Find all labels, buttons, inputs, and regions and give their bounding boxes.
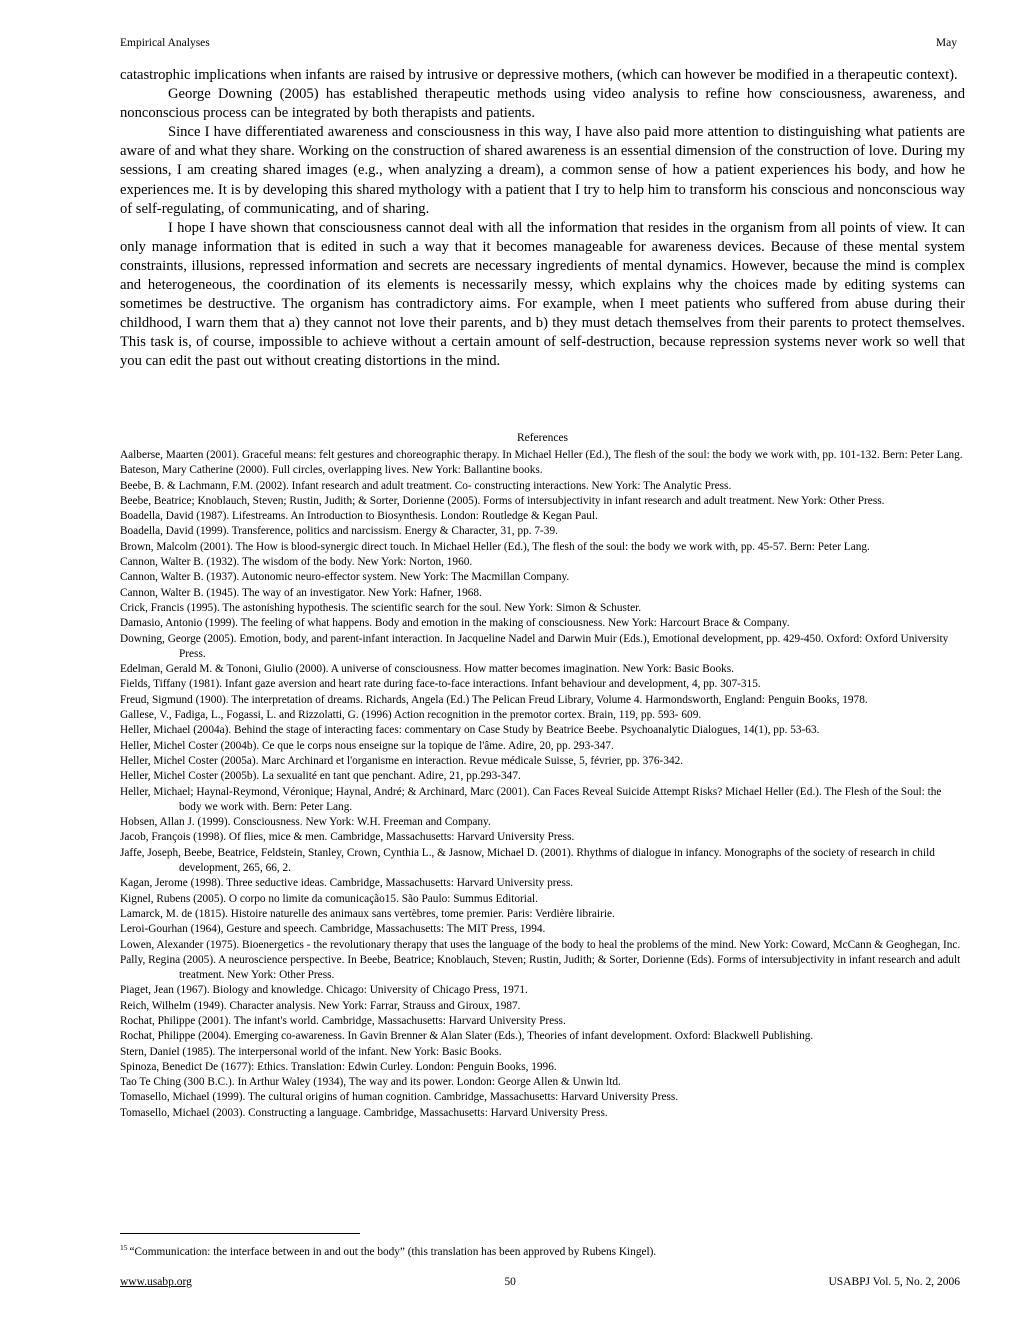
reference-item: Lamarck, M. de (1815). Histoire naturelle des animaux sans vertèbres, tome premier. Paris: Verdière librairie. (120, 907, 615, 920)
footnote-divider (120, 1233, 360, 1234)
reference-item: Lowen, Alexander (1975). Bioenergetics - the revolutionary therapy that uses the language of the body to heal the problems of the mind. New York: Coward, McCann & Geoghegan, Inc. (120, 938, 961, 951)
running-header-section: Empirical Analyses (120, 37, 210, 49)
body-paragraph: George Downing (2005) has established therapeutic methods using video analysis to refine how consciousness, awareness, and nonconscious process can be integrated by both therapists and patients. (120, 86, 965, 122)
reference-item: Edelman, Gerald M. & Tononi, Giulio (2000). A universe of consciousness. How matter becomes imagination. New York: Basic Books. (120, 663, 734, 676)
reference-item: Rochat, Philippe (2004). Emerging co-awareness. In Gavin Brenner & Alan Slater (Eds.), Theories of infant development. Oxford: Blackwell Publishing. (120, 1030, 814, 1043)
reference-item: Fields, Tiffany (1981). Infant gaze aversion and heart rate during face-to-face interactions. Infant behaviour and development, 4, pp. 307-315. (120, 678, 761, 691)
reference-item: Beebe, Beatrice; Knoblauch, Steven; Rustin, Judith; & Sorter, Dorienne (2005). Forms of intersubjectivity in infant research and adult treatment. New York: Other Press. (120, 494, 885, 507)
running-header (120, 37, 957, 49)
reference-item: Downing, George (2005). Emotion, body, and parent-infant interaction. In Jacqueline Nadel and Darwin Muir (Eds.), Emotional development, pp. 429-450. Oxford: Oxford University Press. (120, 632, 949, 660)
reference-item: Kagan, Jerome (1998). Three seductive ideas. Cambridge, Massachusetts: Harvard University press. (120, 877, 574, 890)
reference-item: Piaget, Jean (1967). Biology and knowledge. Chicago: University of Chicago Press, 1971. (120, 984, 528, 997)
reference-item: Tomasello, Michael (1999). The cultural origins of human cognition. Cambridge, Massachusetts: Harvard University Press. (120, 1091, 679, 1104)
reference-item: Heller, Michel Coster (2005b). La sexualité en tant que penchant. Adire, 21, pp.293-347. (120, 770, 521, 783)
reference-item: Gallese, V., Fadiga, L., Fogassi, L. and Rizzolatti, G. (1996) Action recognition in the premotor cortex. Brain, 119, pp. 593- 609. (120, 709, 702, 722)
body-text (120, 66, 965, 372)
body-paragraph: Since I have differentiated awareness and consciousness in this way, I have also paid more attention to distinguishing what patients are aware of and what they share. Working on the construction of shared awareness is an essential dimension of the construction of love. During my sessions, I am creating shared images (e.g., when analyzing a dream), a common sense of how a patient experiences his body, and how he experiences me. It is by developing this shared mythology with a patient that I try to help him to transform his conscious and nonconscious way of self-regulating, of communicating, and of sharing. (120, 124, 965, 217)
reference-item: Bateson, Mary Catherine (2000). Full circles, overlapping lives. New York: Ballantine books. (120, 464, 543, 477)
page-number: 50 (504, 1276, 516, 1288)
reference-item: Hobsen, Allan J. (1999). Consciousness. New York: W.H. Freeman and Company. (120, 816, 491, 829)
reference-item: Tomasello, Michael (2003). Constructing a language. Cambridge, Massachusetts: Harvard University Press. (120, 1106, 608, 1119)
reference-item: Cannon, Walter B. (1937). Autonomic neuro-effector system. New York: The Macmillan Company. (120, 571, 570, 584)
body-paragraph: catastrophic implications when infants are raised by intrusive or depressive mothers, (which can however be modified in a therapeutic context). (120, 67, 958, 83)
reference-item: Boadella, David (1987). Lifestreams. An Introduction to Biosynthesis. London: Routledge & Kegan Paul. (120, 510, 598, 523)
reference-item: Cannon, Walter B. (1945). The way of an investigator. New York: Hafner, 1968. (120, 586, 482, 599)
reference-item: Tao Te Ching (300 B.C.). In Arthur Waley (1934), The way and its power. London: George Allen & Unwin ltd. (120, 1076, 621, 1089)
reference-item: Cannon, Walter B. (1932). The wisdom of the body. New York: Norton, 1960. (120, 556, 473, 569)
reference-item: Stern, Daniel (1985). The interpersonal world of the infant. New York: Basic Books. (120, 1045, 502, 1058)
reference-item: Heller, Michael (2004a). Behind the stage of interacting faces: commentary on Case Study by Beatrice Beebe. Psychoanalytic Dialogues, 14(1), pp. 53-63. (120, 724, 820, 737)
reference-item: Pally, Regina (2005). A neuroscience perspective. In Beebe, Beatrice; Knoblauch, Steven; Rustin, Judith; & Sorter, Dorienne (Eds). Forms of intersubjectivity in infant research and adult treatment. New York: Other Press. (120, 953, 961, 982)
footnote-number: 15 (120, 1243, 128, 1252)
website-link[interactable]: www.usabp.org (120, 1276, 192, 1288)
reference-item: Jaffe, Joseph, Beebe, Beatrice, Feldstein, Stanley, Crown, Cynthia L., & Jasnow, Michael D. (2001). Rhythms of dialogue in infancy. Monographs of the society of research in child development, 265, 66, 2. (120, 846, 935, 875)
reference-item: Leroi-Gourhan (1964), Gesture and speech. Cambridge, Massachusetts: The MIT Press, 1994. (120, 923, 546, 936)
reference-item: Reich, Wilhelm (1949). Character analysis. New York: Farrar, Strauss and Giroux, 1987. (120, 999, 521, 1012)
reference-item: Boadella, David (1999). Transference, politics and narcissism. Energy & Character, 31, pp. 7-39. (120, 525, 558, 538)
reference-list (120, 448, 965, 1121)
body-paragraph: I hope I have shown that consciousness cannot deal with all the information that resides in the organism from all points of view. It can only manage information that is edited in such a way that it becomes manageable for awareness devices. Because of these mental system constraints, illusions, repressed information and secrets are necessary ingredients of mental dynamics. However, because the mind is complex and heterogeneous, the coordination of its elements is necessarily messy, which explains why the choices made by editing systems can sometimes be destructive. The organism has contradictory aims. For example, when I meet patients who suffered from abuse during their childhood, I warn them that a) they cannot not love their parents, and b) they must detach themselves from their parents to protect themselves. This task is, of course, impossible to achieve without a certain amount of self-destruction, because repression systems never work so well that you can edit the past out without creating distortions in the mind. (120, 219, 965, 370)
running-header-month: May (935, 37, 957, 49)
reference-item: Heller, Michel Coster (2005a). Marc Archinard et l'organisme en interaction. Revue médicale Suisse, 5, février, pp. 376-342. (120, 754, 684, 767)
reference-item: Beebe, B. & Lachmann, F.M. (2002). Infant research and adult treatment. Co- constructing interactions. New York: The Analytic Press. (120, 479, 732, 492)
reference-item: Crick, Francis (1995). The astonishing hypothesis. The scientific search for the soul. New York: Simon & Schuster. (120, 601, 642, 614)
reference-item: Freud, Sigmund (1900). The interpretation of dreams. Richards, Angela (Ed.) The Pelican Freud Library, Volume 4. Harmondsworth, England: Penguin Books, 1978. (120, 693, 868, 706)
reference-item: Brown, Malcolm (2001). The How is blood-synergic direct touch. In Michael Heller (Ed.), The flesh of the soul: the body we work with, pp. 45-57. Bern: Peter Lang. (120, 540, 870, 553)
page-footer (120, 1276, 960, 1288)
references-heading: References (516, 432, 569, 444)
reference-item: Spinoza, Benedict De (1677): Ethics. Translation: Edwin Curley. London: Penguin Books, 1996. (120, 1060, 557, 1073)
reference-item: Jacob, François (1998). Of flies, mice & men. Cambridge, Massachusetts: Harvard University Press. (120, 831, 575, 844)
reference-item: Aalberse, Maarten (2001). Graceful means: felt gestures and choreographic therapy. In Michael Heller (Ed.), The flesh of the soul: the body we work with, pp. 101-132. Bern: Peter Lang. (120, 449, 963, 461)
reference-item: Damasio, Antonio (1999). The feeling of what happens. Body and emotion in the making of consciousness. New York: Harcourt Brace & Company. (120, 617, 790, 630)
footnote (120, 1243, 965, 1258)
reference-item: Kignel, Rubens (2005). O corpo no limite da comunicação15. São Paulo: Summus Editorial. (120, 892, 538, 905)
reference-item: Heller, Michael; Haynal-Reymond, Véronique; Haynal, André; & Archinard, Marc (2001). Can Faces Reveal Suicide Attempt Risks? Michael Heller (Ed.). The Flesh of the Soul: the body we work with. Bern: Peter Lang. (120, 785, 942, 813)
footnote-text: “Communication: the interface between in and out the body” (this translation has been approved by Rubens Kingel). (129, 1245, 657, 1258)
reference-item: Heller, Michel Coster (2004b). Ce que le corps nous enseigne sur la topique de l'âme. Adire, 20, pp. 293-347. (120, 739, 614, 752)
reference-item: Rochat, Philippe (2001). The infant's world. Cambridge, Massachusetts: Harvard University Press. (120, 1014, 566, 1027)
journal-citation: USABPJ Vol. 5, No. 2, 2006 (828, 1276, 960, 1288)
